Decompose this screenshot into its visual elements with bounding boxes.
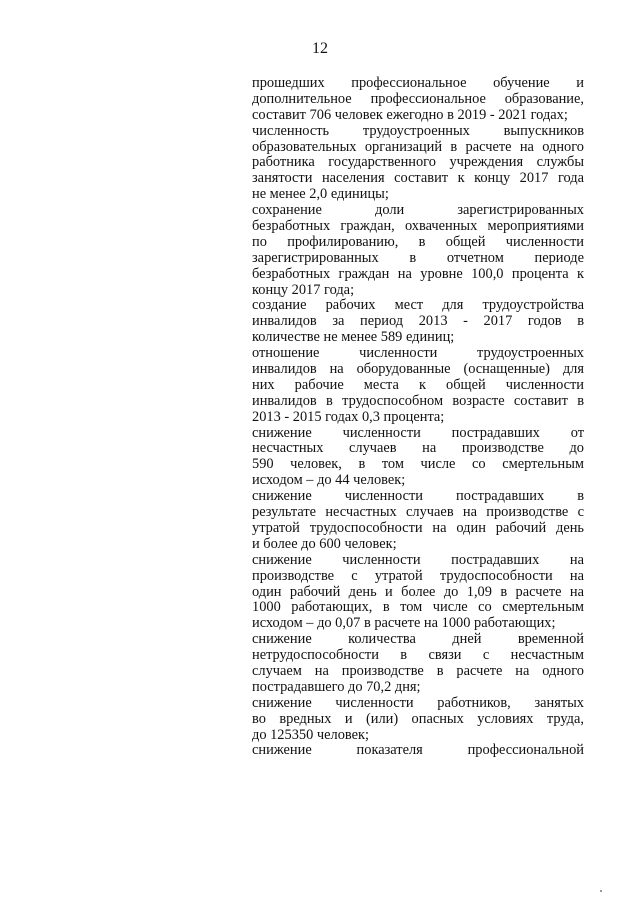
text-line: безработных граждан на уровне 100,0 процента к	[252, 265, 584, 282]
text-line: инвалидов за период 2013 - 2017 годов в	[252, 313, 584, 330]
text-line: во вредных и (или) опасных условиях труда,	[252, 710, 584, 727]
text-line: случаем на производстве в расчете на одного	[252, 662, 584, 679]
text-line: зарегистрированных в отчетном периоде	[252, 249, 584, 266]
text-line: концу 2017 года;	[252, 281, 355, 298]
text-line: образовательных организаций в расчете на одного	[252, 138, 584, 155]
text-line: дополнительное профессиональное образование,	[252, 90, 584, 107]
text-line: 1000 работающих, в том числе со смертельным	[252, 599, 584, 616]
text-line: работника государственного учреждения службы	[252, 154, 584, 171]
text-line: снижение численности работников, занятых	[252, 694, 584, 711]
text-line: составит 706 человек ежегодно в 2019 - 2021 годах;	[252, 106, 568, 123]
text-line: инвалидов на оборудованные (оснащенные) для	[252, 361, 584, 378]
text-line: снижение численности пострадавших на	[252, 551, 584, 568]
page-number: 12	[312, 40, 328, 57]
text-line: утратой трудоспособности на один рабочий день	[252, 519, 584, 536]
text-line: снижение численности пострадавших в	[252, 488, 584, 505]
text-line: численность трудоустроенных выпускников	[252, 122, 584, 139]
text-line: пострадавшего до 70,2 дня;	[252, 678, 421, 695]
text-line: занятости населения составит к концу 2017 года	[252, 170, 584, 187]
text-line: и более до 600 человек;	[252, 535, 397, 552]
text-line: снижение численности пострадавших от	[252, 424, 584, 441]
text-line: исходом – до 44 человек;	[252, 472, 406, 489]
text-line: результате несчастных случаев на производстве с	[252, 504, 584, 521]
text-line: не менее 2,0 единицы;	[252, 186, 389, 203]
text-line: исходом – до 0,07 в расчете на 1000 работающих;	[252, 615, 556, 632]
text-line: 590 человек, в том числе со смертельным	[252, 456, 584, 473]
text-line: несчастных случаев на производстве до	[252, 440, 584, 457]
text-line: сохранение доли зарегистрированных	[252, 202, 584, 219]
text-line: нетрудоспособности в связи с несчастным	[252, 647, 584, 664]
text-line: отношение численности трудоустроенных	[252, 345, 584, 362]
text-line: количестве не менее 589 единиц;	[252, 329, 455, 346]
text-line: до 125350 человек;	[252, 726, 369, 743]
text-line: 2013 - 2015 годах 0,3 процента;	[252, 408, 445, 425]
text-line: по профилированию, в общей численности	[252, 233, 584, 250]
text-line: прошедших профессиональное обучение и	[252, 75, 584, 91]
text-line: снижение количества дней временной	[252, 631, 584, 648]
text-line: них рабочие места к общей численности	[252, 376, 584, 393]
text-line: безработных граждан, охваченных мероприятиями	[252, 218, 584, 235]
text-line: снижение показателя профессиональной	[252, 742, 584, 759]
text-line: производстве с утратой трудоспособности на	[252, 567, 584, 584]
document-body	[252, 76, 584, 759]
text-line: один рабочий день и более до 1,09 в расчете на	[252, 583, 584, 600]
text-line: создание рабочих мест для трудоустройства	[252, 297, 584, 314]
text-line: инвалидов в трудоспособном возрасте составит в	[252, 392, 584, 409]
scan-speck	[600, 890, 602, 892]
